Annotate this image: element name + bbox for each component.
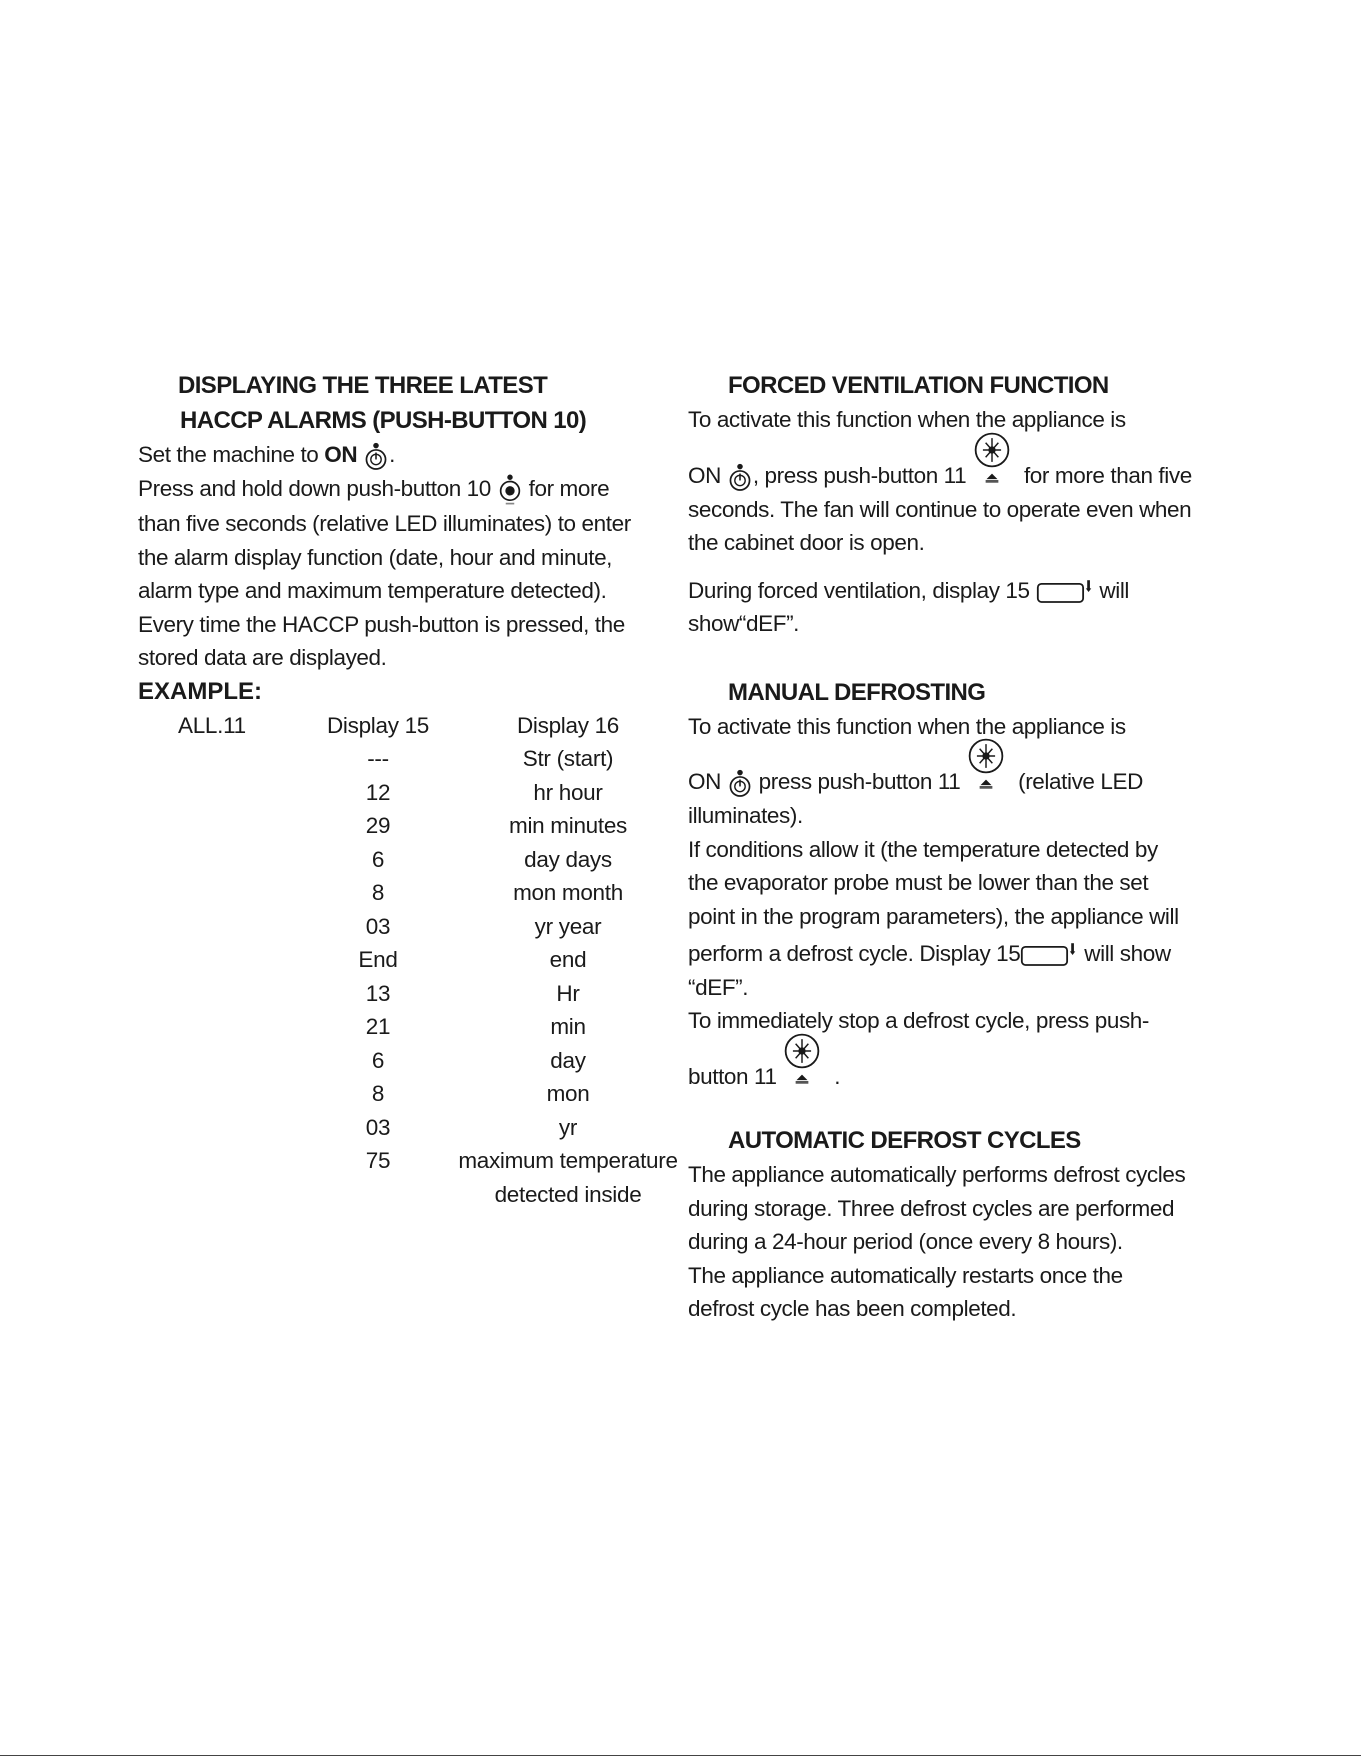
table-cell: 8 — [371, 880, 385, 906]
manual-on-text: ON — [688, 769, 721, 795]
table-cell: 8 — [371, 1081, 385, 1107]
manual-line: illuminates). — [688, 803, 803, 829]
forced-line: seconds. The fan will continue to operate even when — [688, 496, 1192, 522]
fan-button-icon — [782, 1032, 822, 1090]
table-cell: min — [550, 1014, 586, 1040]
automatic-line: The appliance automatically performs defrost cycles — [688, 1162, 1186, 1188]
table-cell: mon month — [513, 880, 623, 906]
forced-ventilation-section — [688, 368, 1248, 641]
section-heading-haccp-line2: HACCP ALARMS (PUSH-BUTTON 10) — [180, 407, 587, 434]
automatic-line: defrost cycle has been completed. — [688, 1296, 1017, 1322]
table-cell: end — [549, 947, 587, 973]
table-cell: 12 — [365, 779, 391, 805]
forced-will-text: will — [1099, 577, 1130, 603]
table-cell: --- — [367, 746, 389, 772]
power-button-icon — [727, 767, 753, 799]
press-hold-line: stored data are displayed. — [138, 645, 387, 671]
table-cell: min minutes — [509, 813, 627, 839]
display-box-icon — [1020, 941, 1078, 969]
manual-will-show-text: will show — [1084, 941, 1171, 967]
manual-press-text: press push-button 11 — [758, 769, 961, 795]
power-button-icon — [727, 461, 753, 493]
example-header-all: ALL.11 — [178, 712, 246, 738]
table-row — [138, 1044, 678, 1078]
example-header-display16: Display 16 — [516, 712, 620, 738]
table-cell: 29 — [365, 813, 391, 839]
forced-on-text: ON — [688, 462, 721, 488]
table-cell: day days — [524, 846, 612, 872]
example-table-header — [138, 709, 678, 743]
table-cell: 21 — [365, 1014, 391, 1040]
set-machine-suffix: . — [389, 442, 395, 467]
table-row — [138, 943, 678, 977]
table-cell: mon — [546, 1081, 590, 1107]
example-header-display15: Display 15 — [326, 712, 430, 738]
page-bottom-rule — [0, 1755, 1361, 1756]
forced-line: show“dEF”. — [688, 611, 800, 637]
table-row — [138, 1144, 678, 1178]
automatic-line: The appliance automatically restarts once the — [688, 1262, 1123, 1288]
table-cell: 75 — [365, 1148, 391, 1174]
forced-press-text: , press push-button 11 — [752, 462, 967, 488]
example-table — [138, 709, 678, 1212]
manual-line: To activate this function when the appliance is — [688, 713, 1126, 739]
manual-line: point in the program parameters), the appliance will — [688, 903, 1179, 929]
section-heading-manual-defrosting: MANUAL DEFROSTING — [728, 678, 986, 706]
table-cell: End — [358, 947, 398, 973]
press-hold-line: the alarm display function (date, hour and minute, — [138, 544, 613, 570]
forced-line-on — [688, 459, 1248, 493]
automatic-line: during storage. Three defrost cycles are performed — [688, 1195, 1175, 1221]
press-hold-line: Every time the HACCP push-button is pressed, the — [138, 611, 625, 637]
table-row — [138, 1010, 678, 1044]
manual-line: To immediately stop a defrost cycle, press push- — [688, 1008, 1150, 1034]
fan-button-wrap — [972, 482, 1018, 483]
manual-line: the evaporator probe must be lower than the set — [688, 870, 1149, 896]
fan-button-wrap — [782, 1083, 828, 1084]
forced-display-text: During forced ventilation, display 15 — [688, 577, 1030, 603]
press-hold-paragraph — [138, 472, 678, 675]
display-box-icon — [1036, 578, 1094, 606]
section-heading-automatic-defrost: AUTOMATIC DEFROST CYCLES — [728, 1127, 1081, 1155]
forced-display-line — [688, 574, 1248, 608]
table-row — [138, 977, 678, 1011]
manual-period-text: . — [834, 1063, 841, 1089]
table-cell: yr year — [534, 913, 602, 939]
table-cell: Hr — [556, 980, 580, 1006]
press-hold-prefix: Press and hold down push-button 10 — [138, 476, 491, 502]
table-cell: yr — [558, 1114, 578, 1140]
left-column — [138, 368, 678, 1211]
table-row — [138, 776, 678, 810]
manual-line-on — [688, 765, 1248, 799]
table-cell: 6 — [371, 1047, 385, 1073]
table-cell: hr hour — [533, 779, 603, 805]
table-cell: day — [550, 1047, 586, 1073]
power-button-icon — [363, 440, 389, 472]
table-row — [138, 1077, 678, 1111]
section-heading-haccp-line1: DISPLAYING THE THREE LATEST — [178, 372, 548, 399]
right-column — [688, 368, 1248, 1326]
table-cell: 6 — [371, 846, 385, 872]
table-row — [138, 1178, 678, 1212]
forced-line: To activate this function when the appliance is — [688, 407, 1126, 432]
table-cell: 03 — [365, 1114, 391, 1140]
forced-line: the cabinet door is open. — [688, 530, 925, 556]
manual-stop-line — [688, 1060, 1248, 1094]
table-cell: maximum temperature — [458, 1148, 678, 1174]
fan-button-icon — [972, 431, 1012, 489]
set-machine-prefix: Set the machine to — [138, 442, 325, 467]
set-machine-on: ON — [324, 442, 358, 467]
set-machine-paragraph — [138, 438, 678, 472]
manual-display-text: perform a defrost cycle. Display 15 — [688, 941, 1021, 967]
automatic-line: during a 24-hour period (once every 8 hours). — [688, 1229, 1123, 1255]
table-cell: 13 — [365, 980, 391, 1006]
table-cell: detected inside — [494, 1181, 642, 1207]
table-row — [138, 876, 678, 910]
manual-led-text: (relative LED — [1018, 769, 1143, 795]
table-row — [138, 1111, 678, 1145]
automatic-defrost-section — [688, 1123, 1248, 1326]
press-hold-line: than five seconds (relative LED illuminates) to enter — [138, 511, 631, 537]
fan-button-wrap — [966, 788, 1012, 789]
table-cell: 03 — [365, 913, 391, 939]
press-hold-suffix: for more — [528, 476, 610, 502]
section-heading-forced-ventilation: FORCED VENTILATION FUNCTION — [728, 372, 1109, 399]
table-row — [138, 742, 678, 776]
press-hold-line: alarm type and maximum temperature detected). — [138, 578, 607, 604]
fan-button-icon — [966, 737, 1006, 795]
example-label: EXAMPLE: — [138, 677, 263, 705]
table-cell: Str (start) — [522, 746, 614, 772]
table-row — [138, 910, 678, 944]
forced-duration-text: for more than five — [1023, 462, 1192, 488]
manual-button-text: button 11 — [688, 1063, 777, 1089]
table-row — [138, 809, 678, 843]
manual-defrosting-section — [688, 675, 1248, 1094]
manual-display-line — [688, 937, 1248, 971]
table-row — [138, 843, 678, 877]
haccp-button-icon — [497, 473, 523, 507]
manual-line: If conditions allow it (the temperature detected by — [688, 836, 1158, 862]
manual-line: “dEF”. — [688, 974, 749, 1000]
